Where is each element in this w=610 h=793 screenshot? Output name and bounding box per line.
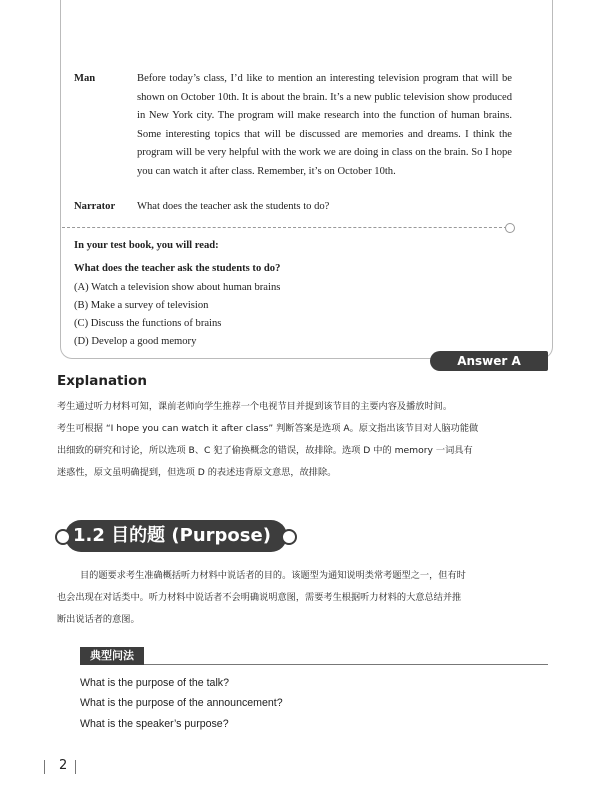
divider [62, 227, 507, 228]
page-bar-right [75, 760, 76, 774]
typical-question: What is the purpose of the announcement? [80, 697, 283, 709]
explanation-title: Explanation [57, 373, 148, 389]
answer-badge: Answer A [430, 351, 548, 371]
section-intro-line: 断出说话者的意图。 [57, 614, 140, 625]
test-book-question: What does the teacher ask the students to do? [74, 263, 281, 274]
option-a: (A) Watch a television show about human brains [74, 282, 281, 293]
option-c: (C) Discuss the functions of brains [74, 318, 222, 329]
explanation-line: 考生可根据 “I hope you can watch it after class” 判断答案是选项 A。原文指出该节目对人脑功能做 [57, 423, 479, 434]
speaker-man: Man [74, 73, 96, 84]
option-d: (D) Develop a good memory [74, 336, 197, 347]
explanation-line: 考生通过听力材料可知，课前老师向学生推荐一个电视节目并提到该节目的主要内容及播放时间。 [57, 401, 453, 412]
heading-dot-left [55, 529, 71, 545]
divider-end-dot [505, 223, 515, 233]
typical-question: What is the speaker’s purpose? [80, 718, 229, 730]
page-number: 2 [59, 758, 68, 773]
section-intro-line: 目的题要求考生准确概括听力材料中说话者的目的。该题型为通知说明类常考题型之一，但有时 [80, 570, 466, 581]
explanation-line: 出细致的研究和讨论，所以选项 B、C 犯了偷换概念的错误，故排除。选项 D 中的 memory 一词具有 [57, 445, 473, 456]
section-heading [55, 520, 295, 552]
typical-question: What is the purpose of the talk? [80, 677, 229, 689]
option-b: (B) Make a survey of television [74, 300, 209, 311]
label-underline [144, 664, 548, 665]
typical-questions-label: 典型问法 [80, 647, 144, 665]
heading-dot-right [281, 529, 297, 545]
man-speech: Before today’s class, I’d like to mention an interesting television program that will be shown on October 10th. It is about the brain. It’s a new public television show produced in New York city. The program will make research into the function of human brains. Some interesting topics that will be discussed are memories and dreams. I think the program will be very helpful with the work we are doing in class on the brain. So I hope you can watch it after class. Remember, it’s on October 10th. [137, 73, 512, 177]
explanation-line: 迷惑性，原文虽明确提到，但选项 D 的表述违背原文意思，故排除。 [57, 467, 337, 478]
speaker-narrator: Narrator [74, 201, 116, 212]
section-title: 1.2 目的题 (Purpose) [65, 520, 287, 552]
test-book-intro: In your test book, you will read: [74, 240, 219, 251]
page-bar-left [44, 760, 45, 774]
section-intro-line: 也会出现在对话类中。听力材料中说话者不会明确说明意图，需要考生根据听力材料的大意总结并推 [57, 592, 462, 603]
narrator-speech: What does the teacher ask the students to do? [137, 201, 330, 212]
